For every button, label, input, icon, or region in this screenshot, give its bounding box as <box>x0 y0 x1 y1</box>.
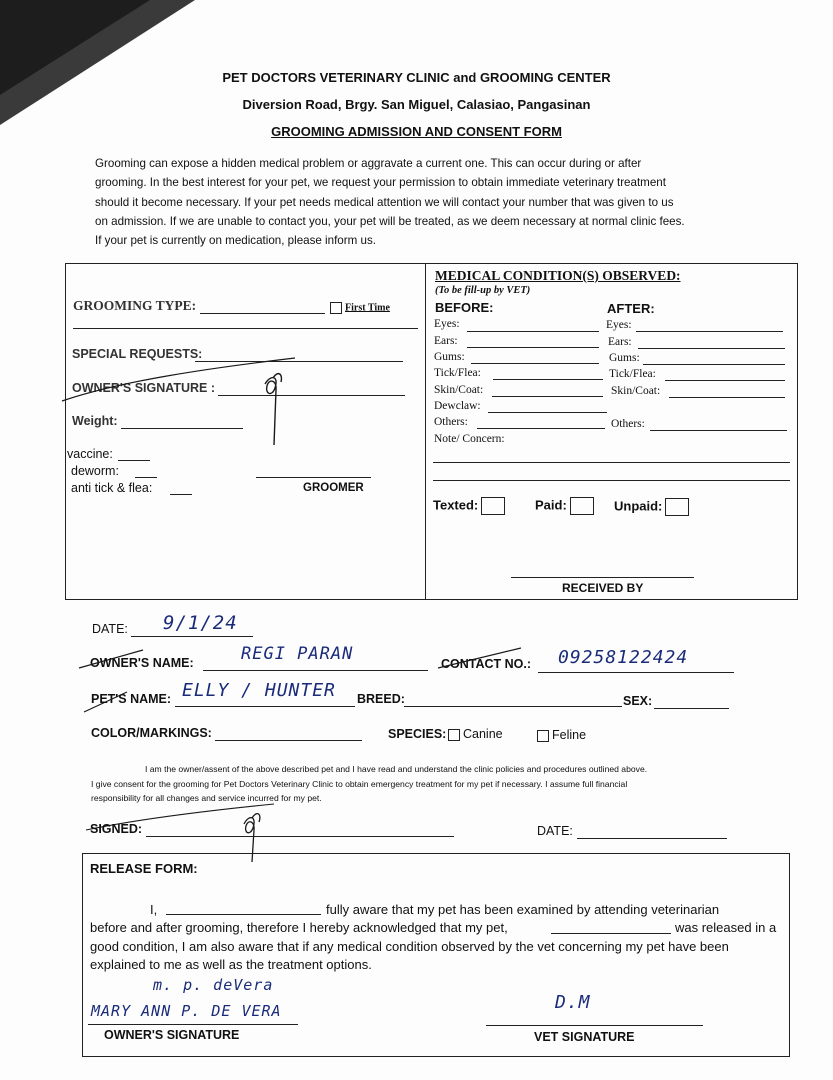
owner-signature-mark <box>60 356 300 446</box>
canine-label: Canine <box>463 727 503 741</box>
vaccine-label: vaccine: <box>67 447 113 461</box>
before-gums-label: Gums: <box>434 351 465 363</box>
release-name-field[interactable] <box>166 914 321 915</box>
before-gums-field[interactable] <box>471 363 599 364</box>
texted-label: Texted: <box>433 497 479 513</box>
before-skincoat-label: Skin/Coat: <box>434 384 484 396</box>
contact-strike <box>436 646 526 670</box>
consent-date-field[interactable] <box>577 838 727 839</box>
intro-line: should it become necessary. If your pet needs medical attention we will contact your number that was given to us <box>95 195 674 209</box>
release-i: I, <box>150 902 158 917</box>
after-others-label: Others: <box>611 418 645 430</box>
groomer-signature-field[interactable] <box>256 477 371 478</box>
owner-signature-line[interactable] <box>88 1024 298 1025</box>
release-text-1: fully aware that my pet has been examined by attending veterinarian <box>326 902 720 917</box>
special-requests-label: SPECIAL REQUESTS: <box>72 347 203 361</box>
canine-option[interactable] <box>448 727 503 741</box>
note-concern-label: Note/ Concern: <box>434 433 505 445</box>
release-form-title: RELEASE FORM: <box>90 861 198 876</box>
vaccine-field[interactable] <box>118 460 150 461</box>
intro-line: Grooming can expose a hidden medical problem or aggravate a current one. This can occur during or after <box>95 157 642 170</box>
medical-condition-title: MEDICAL CONDITION(S) OBSERVED: <box>435 268 681 283</box>
texted-checkbox[interactable] <box>481 497 505 515</box>
before-dewclaw-field[interactable] <box>488 412 607 413</box>
pet-name-field[interactable] <box>175 706 355 707</box>
sex-label: SEX: <box>623 694 653 708</box>
intro-line: on admission. If we are unable to contact you, your pet will be treated, as we deem necessary at normal clinic fees. <box>95 214 685 228</box>
vet-signature-caption: VET SIGNATURE <box>534 1030 635 1044</box>
after-others-field[interactable] <box>650 430 787 431</box>
intro-line: If your pet is currently on medication, please inform us. <box>95 234 376 248</box>
release-pet-field[interactable] <box>551 933 671 934</box>
after-tickflea-label: Tick/Flea: <box>609 368 656 380</box>
unpaid-option[interactable] <box>614 498 689 516</box>
panel-divider <box>425 264 426 599</box>
color-markings-field[interactable] <box>215 740 362 741</box>
contact-label: CONTACT NO.: <box>441 657 532 671</box>
intro-paragraph <box>95 154 745 250</box>
first-time-checkbox[interactable] <box>330 302 342 314</box>
feline-label: Feline <box>552 728 587 742</box>
release-text-3: was released in a <box>675 920 777 935</box>
vet-fill-subtitle: (To be fill-up by VET) <box>435 285 531 296</box>
before-tickflea-field[interactable] <box>493 379 603 380</box>
after-eyes-field[interactable] <box>636 331 783 332</box>
species-label: SPECIES: <box>388 727 447 741</box>
after-ears-label: Ears: <box>608 336 632 348</box>
deworm-field[interactable] <box>135 477 157 478</box>
consent-line-1: I am the owner/assent of the above described pet and I have read and understand the clinic policies and procedures outlined above. <box>145 764 648 774</box>
received-by-label: RECEIVED BY <box>562 581 644 595</box>
canine-checkbox[interactable] <box>448 729 460 741</box>
received-by-field[interactable] <box>511 577 694 578</box>
anti-tick-label: anti tick & flea: <box>71 481 153 495</box>
after-eyes-label: Eyes: <box>606 319 632 331</box>
breed-field[interactable] <box>404 706 622 707</box>
first-time-label: First Time <box>345 302 390 314</box>
after-gums-field[interactable] <box>643 364 785 365</box>
before-skincoat-field[interactable] <box>492 396 603 397</box>
sex-field[interactable] <box>654 708 729 709</box>
contact-field[interactable] <box>538 672 734 673</box>
date-label: DATE: <box>92 622 128 636</box>
date-value: 9/1/24 <box>163 612 238 634</box>
paid-label: Paid: <box>535 497 567 513</box>
before-ears-field[interactable] <box>467 347 599 348</box>
texted-option[interactable] <box>433 497 505 515</box>
consent-date-label: DATE: <box>537 824 573 838</box>
release-text-2: before and after grooming, therefore I hereby acknowledged that my pet, <box>90 920 508 935</box>
after-heading: AFTER: <box>607 301 655 316</box>
signed-label: SIGNED: <box>90 822 143 836</box>
before-heading: BEFORE: <box>435 300 494 315</box>
release-text-4: good condition, I am also aware that if any medical condition observed by the vet concerning my pet have been <box>90 939 729 954</box>
anti-tick-field[interactable] <box>170 494 192 495</box>
weight-field[interactable] <box>121 428 243 429</box>
before-eyes-label: Eyes: <box>434 318 460 330</box>
clinic-address: Diversion Road, Brgy. San Miguel, Calasiao, Pangasinan <box>242 97 591 112</box>
after-gums-label: Gums: <box>609 352 640 364</box>
before-others-label: Others: <box>434 416 468 428</box>
form-title: GROOMING ADMISSION AND CONSENT FORM <box>271 124 562 139</box>
deworm-label: deworm: <box>71 464 119 478</box>
paid-checkbox[interactable] <box>570 497 594 515</box>
feline-checkbox[interactable] <box>537 730 549 742</box>
before-others-field[interactable] <box>477 428 605 429</box>
note-line-1[interactable] <box>433 462 790 463</box>
owner-name-field[interactable] <box>203 670 428 671</box>
weight-label: Weight: <box>72 414 118 428</box>
vet-signature-handwritten: D.M <box>555 992 591 1013</box>
paid-option[interactable] <box>535 497 594 515</box>
owner-signature-label: OWNER'S SIGNATURE : <box>72 381 216 395</box>
pet-name-label: PET'S NAME: <box>91 692 172 706</box>
after-ears-field[interactable] <box>638 348 785 349</box>
owner-signature-caption: OWNER'S SIGNATURE <box>104 1028 240 1042</box>
unpaid-label: Unpaid: <box>614 498 663 514</box>
before-dewclaw-label: Dewclaw: <box>434 400 481 412</box>
intro-line: grooming. In the best interest for your pet, we request your permission to obtain immediate veterinary treatment <box>95 176 666 190</box>
owner-signature-handwritten: m. p. deVera <box>153 976 274 994</box>
pet-name-strike <box>82 690 132 714</box>
before-ears-label: Ears: <box>434 335 458 347</box>
grooming-type-extra-line[interactable] <box>73 328 418 329</box>
after-tickflea-field[interactable] <box>665 380 785 381</box>
first-time-option[interactable] <box>330 302 390 314</box>
owner-name-strike <box>77 648 147 670</box>
consent-line-3: responsibility for all changes and service incurred for my pet. <box>91 793 322 803</box>
groomer-label: GROOMER <box>303 482 364 494</box>
release-text-5: explained to me as well as the treatment options. <box>90 957 372 972</box>
signed-field[interactable] <box>146 836 454 837</box>
owner-name-handwritten: MARY ANN P. DE VERA <box>91 1002 282 1020</box>
owner-name-label: OWNER'S NAME: <box>90 656 194 670</box>
feline-option[interactable] <box>537 728 586 742</box>
after-skincoat-label: Skin/Coat: <box>611 385 661 397</box>
unpaid-checkbox[interactable] <box>665 498 689 516</box>
consent-line-2: I give consent for the grooming for Pet Doctors Veterinary Clinic to obtain emergency treatment for my pet if necessary. I assume full financial <box>91 779 628 789</box>
grooming-type-label: GROOMING TYPE: <box>73 298 197 313</box>
owner-name-value: REGI PARAN <box>241 644 354 664</box>
clinic-name: PET DOCTORS VETERINARY CLINIC and GROOMING CENTER <box>222 70 611 85</box>
color-markings-label: COLOR/MARKINGS: <box>91 726 212 740</box>
date-field[interactable] <box>131 636 253 637</box>
grooming-type-field[interactable] <box>200 313 325 314</box>
pet-name-value: ELLY / HUNTER <box>182 680 336 701</box>
breed-label: BREED: <box>357 692 405 706</box>
contact-value: 09258122424 <box>558 647 689 668</box>
before-eyes-field[interactable] <box>467 331 599 332</box>
note-line-2[interactable] <box>433 480 790 481</box>
before-tickflea-label: Tick/Flea: <box>434 367 481 379</box>
vet-signature-line[interactable] <box>486 1025 703 1026</box>
after-skincoat-field[interactable] <box>669 397 785 398</box>
